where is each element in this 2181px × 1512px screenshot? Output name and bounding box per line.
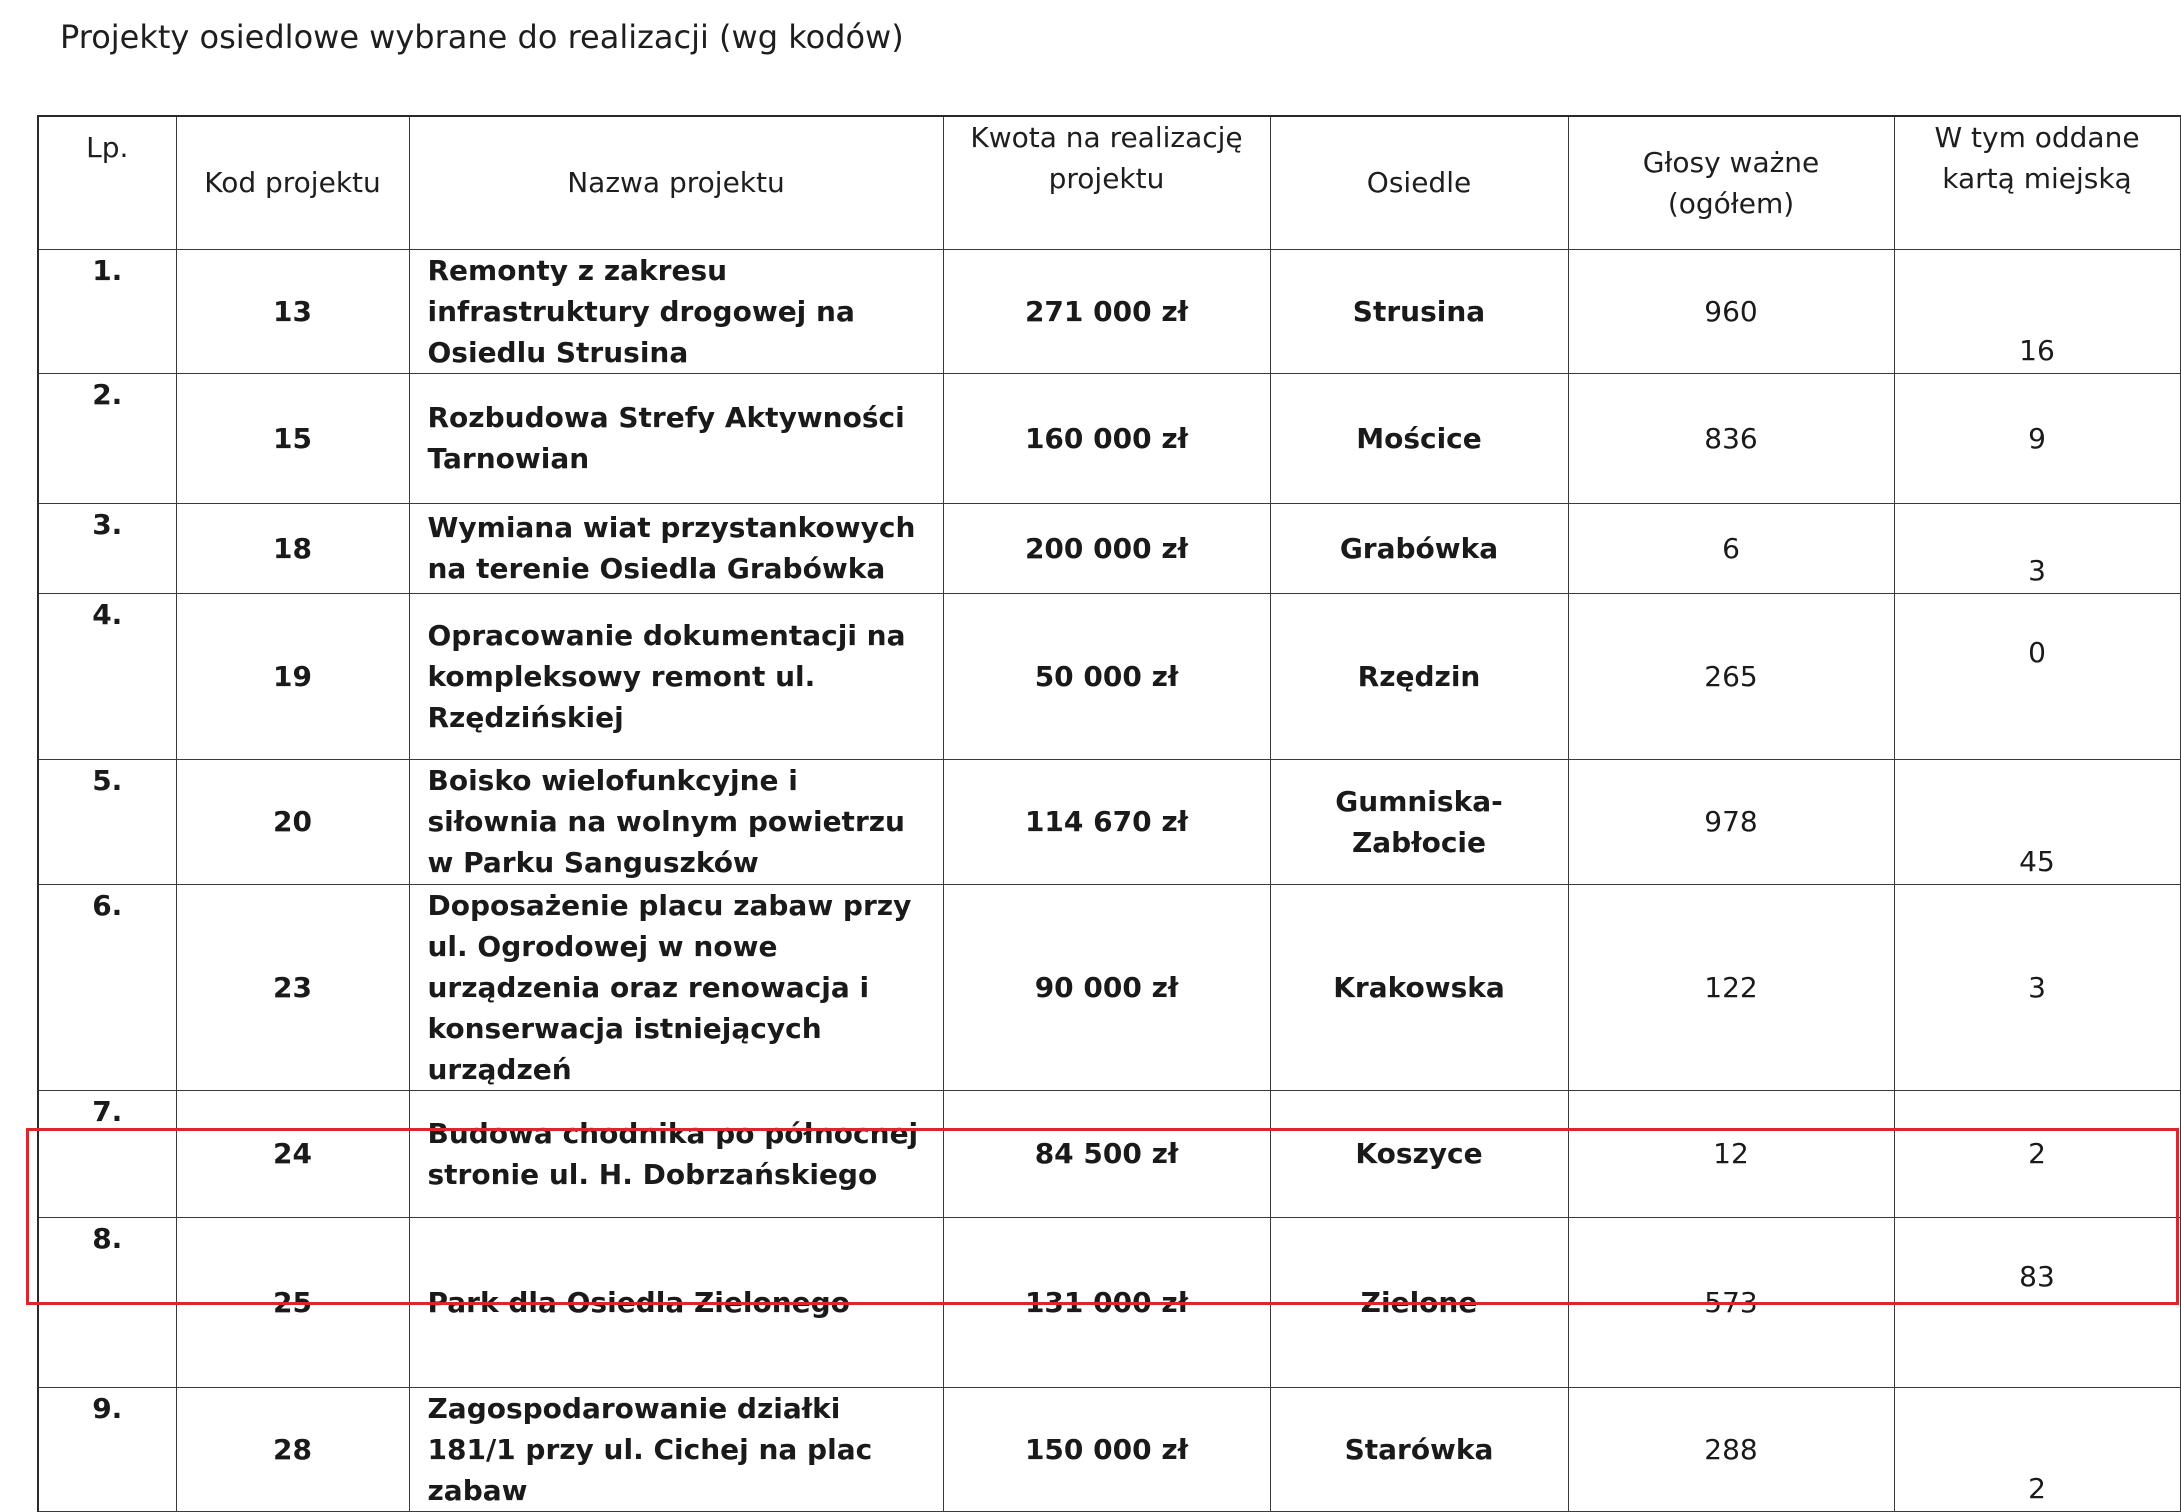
table-row	[38, 249, 2180, 373]
header-code: Kod projektu	[176, 116, 409, 249]
cell-votes: 288	[1568, 1387, 1894, 1511]
cell-name: Boisko wielofunkcyjne i siłownia na wolnym powietrzu w Parku Sanguszków	[409, 759, 943, 884]
cell-lp: 4.	[38, 593, 176, 759]
cell-name: Opracowanie dokumentacji na kompleksowy remont ul. Rzędzińskiej	[409, 593, 943, 759]
cell-code: 28	[176, 1387, 409, 1511]
table-row	[38, 1090, 2180, 1217]
cell-estate: Gumniska-Zabłocie	[1270, 759, 1568, 884]
cell-votes: 265	[1568, 593, 1894, 759]
header-card-votes: W tym oddane kartą miejską	[1894, 116, 2180, 249]
cell-name: Doposażenie placu zabaw przy ul. Ogrodowej w nowe urządzenia oraz renowacja i konserwacja istniejących urządzeń	[409, 884, 943, 1090]
projects-table-container	[37, 115, 2179, 1507]
cell-votes: 978	[1568, 759, 1894, 884]
cell-amount: 50 000 zł	[943, 593, 1270, 759]
cell-card-votes: 83	[1894, 1217, 2180, 1387]
table-row	[38, 884, 2180, 1090]
cell-card-votes: 45	[1894, 759, 2180, 884]
cell-card-votes: 0	[1894, 593, 2180, 759]
cell-name: Rozbudowa Strefy Aktywności Tarnowian	[409, 373, 943, 503]
cell-lp: 2.	[38, 373, 176, 503]
table-row	[38, 759, 2180, 884]
page-title: Projekty osiedlowe wybrane do realizacji (wg kodów)	[60, 18, 904, 56]
header-votes: Głosy ważne (ogółem)	[1568, 116, 1894, 249]
cell-amount: 150 000 zł	[943, 1387, 1270, 1511]
cell-lp: 1.	[38, 249, 176, 373]
cell-amount: 90 000 zł	[943, 884, 1270, 1090]
cell-amount: 200 000 zł	[943, 503, 1270, 593]
header-lp: Lp.	[38, 116, 176, 249]
cell-name: Zagospodarowanie działki 181/1 przy ul. Cichej na plac zabaw	[409, 1387, 943, 1511]
cell-estate: Krakowska	[1270, 884, 1568, 1090]
cell-estate: Rzędzin	[1270, 593, 1568, 759]
cell-votes: 960	[1568, 249, 1894, 373]
cell-card-votes: 3	[1894, 503, 2180, 593]
cell-lp: 7.	[38, 1090, 176, 1217]
projects-table	[37, 115, 2181, 1512]
cell-card-votes: 2	[1894, 1090, 2180, 1217]
cell-lp: 8.	[38, 1217, 176, 1387]
cell-card-votes: 3	[1894, 884, 2180, 1090]
table-row	[38, 373, 2180, 503]
header-name: Nazwa projektu	[409, 116, 943, 249]
cell-code: 24	[176, 1090, 409, 1217]
cell-amount: 114 670 zł	[943, 759, 1270, 884]
cell-name: Remonty z zakresu infrastruktury drogowej na Osiedlu Strusina	[409, 249, 943, 373]
cell-estate: Grabówka	[1270, 503, 1568, 593]
cell-estate: Zielone	[1270, 1217, 1568, 1387]
cell-estate: Strusina	[1270, 249, 1568, 373]
cell-lp: 9.	[38, 1387, 176, 1511]
cell-code: 23	[176, 884, 409, 1090]
table-row	[38, 593, 2180, 759]
cell-votes: 6	[1568, 503, 1894, 593]
cell-code: 18	[176, 503, 409, 593]
cell-votes: 573	[1568, 1217, 1894, 1387]
cell-votes: 12	[1568, 1090, 1894, 1217]
cell-amount: 271 000 zł	[943, 249, 1270, 373]
cell-lp: 6.	[38, 884, 176, 1090]
cell-card-votes: 2	[1894, 1387, 2180, 1511]
header-estate: Osiedle	[1270, 116, 1568, 249]
cell-lp: 3.	[38, 503, 176, 593]
cell-code: 19	[176, 593, 409, 759]
table-row-highlighted	[38, 1217, 2180, 1387]
cell-name: Wymiana wiat przystankowych na terenie Osiedla Grabówka	[409, 503, 943, 593]
cell-name: Budowa chodnika po północnej stronie ul. H. Dobrzańskiego	[409, 1090, 943, 1217]
cell-card-votes: 9	[1894, 373, 2180, 503]
cell-code: 20	[176, 759, 409, 884]
cell-estate: Starówka	[1270, 1387, 1568, 1511]
cell-code: 13	[176, 249, 409, 373]
table-row	[38, 1387, 2180, 1511]
cell-code: 15	[176, 373, 409, 503]
cell-votes: 122	[1568, 884, 1894, 1090]
table-header-row	[38, 116, 2180, 249]
cell-amount: 160 000 zł	[943, 373, 1270, 503]
header-amount: Kwota na realizację projektu	[943, 116, 1270, 249]
cell-estate: Koszyce	[1270, 1090, 1568, 1217]
cell-lp: 5.	[38, 759, 176, 884]
table-row	[38, 503, 2180, 593]
cell-code: 25	[176, 1217, 409, 1387]
cell-card-votes: 16	[1894, 249, 2180, 373]
cell-estate: Mościce	[1270, 373, 1568, 503]
cell-votes: 836	[1568, 373, 1894, 503]
cell-amount: 131 000 zł	[943, 1217, 1270, 1387]
cell-amount: 84 500 zł	[943, 1090, 1270, 1217]
cell-name: Park dla Osiedla Zielonego	[409, 1217, 943, 1387]
